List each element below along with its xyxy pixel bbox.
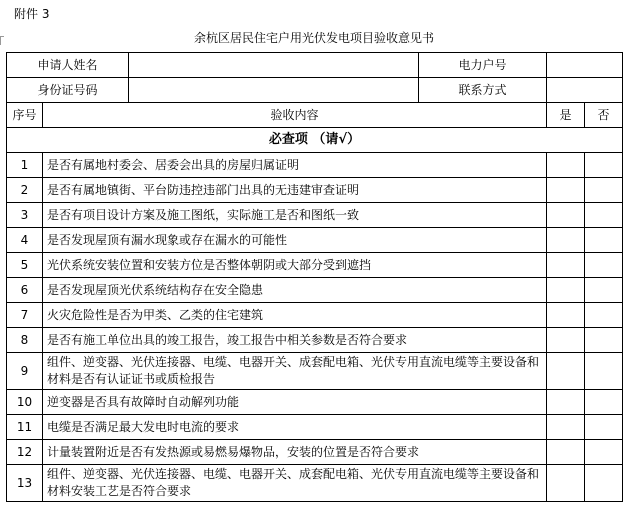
item-number: 4 <box>7 228 43 253</box>
item-yes-checkbox[interactable] <box>547 153 585 178</box>
item-text: 组件、逆变器、光伏连接器、电缆、电器开关、成套配电箱、光伏专用直流电缆等主要设备和材料是否有认证证书或质检报告 <box>43 353 547 390</box>
item-number: 5 <box>7 253 43 278</box>
id-number-label: 身份证号码 <box>7 78 129 103</box>
item-number: 1 <box>7 153 43 178</box>
checklist-row <box>7 203 623 228</box>
item-text: 火灾危险性是否为甲类、乙类的住宅建筑 <box>43 303 547 328</box>
item-yes-checkbox[interactable] <box>547 253 585 278</box>
item-yes-checkbox[interactable] <box>547 228 585 253</box>
item-no-checkbox[interactable] <box>585 228 623 253</box>
checklist-row <box>7 440 623 465</box>
item-text: 逆变器是否具有故障时自动解列功能 <box>43 390 547 415</box>
checklist-row <box>7 415 623 440</box>
id-number-field[interactable] <box>129 78 419 103</box>
item-yes-checkbox[interactable] <box>547 465 585 502</box>
checklist-row <box>7 253 623 278</box>
item-yes-checkbox[interactable] <box>547 178 585 203</box>
acceptance-form-table <box>6 52 623 502</box>
item-text: 是否有属地村委会、居委会出具的房屋归属证明 <box>43 153 547 178</box>
item-yes-checkbox[interactable] <box>547 415 585 440</box>
col-header-no: 否 <box>585 103 623 128</box>
account-number-field[interactable] <box>547 53 623 78</box>
item-no-checkbox[interactable] <box>585 178 623 203</box>
checklist-row <box>7 153 623 178</box>
applicant-row-2 <box>7 78 623 103</box>
item-text: 光伏系统安装位置和安装方位是否整体朝阴或大部分受到遮挡 <box>43 253 547 278</box>
checklist-row <box>7 328 623 353</box>
applicant-name-field[interactable] <box>129 53 419 78</box>
item-no-checkbox[interactable] <box>585 303 623 328</box>
item-number: 7 <box>7 303 43 328</box>
item-no-checkbox[interactable] <box>585 253 623 278</box>
item-no-checkbox[interactable] <box>585 415 623 440</box>
applicant-name-label: 申请人姓名 <box>7 53 129 78</box>
item-text: 是否有项目设计方案及施工图纸，实际施工是否和图纸一致 <box>43 203 547 228</box>
section-header-row <box>7 128 623 153</box>
col-header-seq: 序号 <box>7 103 43 128</box>
item-yes-checkbox[interactable] <box>547 440 585 465</box>
item-number: 6 <box>7 278 43 303</box>
column-header-row <box>7 103 623 128</box>
item-number: 8 <box>7 328 43 353</box>
item-no-checkbox[interactable] <box>585 153 623 178</box>
col-header-content: 验收内容 <box>43 103 547 128</box>
item-yes-checkbox[interactable] <box>547 203 585 228</box>
checklist-row <box>7 390 623 415</box>
checklist-row <box>7 228 623 253</box>
item-text: 是否发现屋顶光伏系统结构存在安全隐患 <box>43 278 547 303</box>
item-number: 11 <box>7 415 43 440</box>
item-text: 是否发现屋顶有漏水现象或存在漏水的可能性 <box>43 228 547 253</box>
item-yes-checkbox[interactable] <box>547 390 585 415</box>
account-number-label: 电力户号 <box>419 53 547 78</box>
item-text: 是否有属地镇街、平台防违控违部门出具的无违建审查证明 <box>43 178 547 203</box>
section-title: 必查项 （请√） <box>7 128 623 153</box>
item-no-checkbox[interactable] <box>585 328 623 353</box>
item-no-checkbox[interactable] <box>585 465 623 502</box>
item-yes-checkbox[interactable] <box>547 353 585 390</box>
item-text: 计量装置附近是否有发热源或易燃易爆物品，安装的位置是否符合要求 <box>43 440 547 465</box>
checklist-row <box>7 278 623 303</box>
document-title: 余杭区居民住宅户用光伏发电项目验收意见书 <box>193 31 434 45</box>
item-no-checkbox[interactable] <box>585 353 623 390</box>
item-yes-checkbox[interactable] <box>547 278 585 303</box>
item-number: 3 <box>7 203 43 228</box>
applicant-row-1 <box>7 53 623 78</box>
item-text: 组件、逆变器、光伏连接器、电缆、电器开关、成套配电箱、光伏专用直流电缆等主要设备和材料安装工艺是否符合要求 <box>43 465 547 502</box>
item-number: 12 <box>7 440 43 465</box>
checklist-row <box>7 465 623 502</box>
item-number: 13 <box>7 465 43 502</box>
contact-field[interactable] <box>547 78 623 103</box>
item-no-checkbox[interactable] <box>585 203 623 228</box>
item-no-checkbox[interactable] <box>585 390 623 415</box>
checklist-row <box>7 303 623 328</box>
checklist-row <box>7 353 623 390</box>
item-yes-checkbox[interactable] <box>547 303 585 328</box>
item-number: 10 <box>7 390 43 415</box>
checklist-body <box>7 153 623 502</box>
item-number: 2 <box>7 178 43 203</box>
item-text: 是否有施工单位出具的竣工报告，竣工报告中相关参数是否符合要求 <box>43 328 547 353</box>
item-text: 电缆是否满足最大发电时电流的要求 <box>43 415 547 440</box>
item-no-checkbox[interactable] <box>585 278 623 303</box>
item-number: 9 <box>7 353 43 390</box>
col-header-yes: 是 <box>547 103 585 128</box>
attachment-label: 附件 3 <box>14 7 50 21</box>
checklist-row <box>7 178 623 203</box>
item-yes-checkbox[interactable] <box>547 328 585 353</box>
item-no-checkbox[interactable] <box>585 440 623 465</box>
contact-label: 联系方式 <box>419 78 547 103</box>
